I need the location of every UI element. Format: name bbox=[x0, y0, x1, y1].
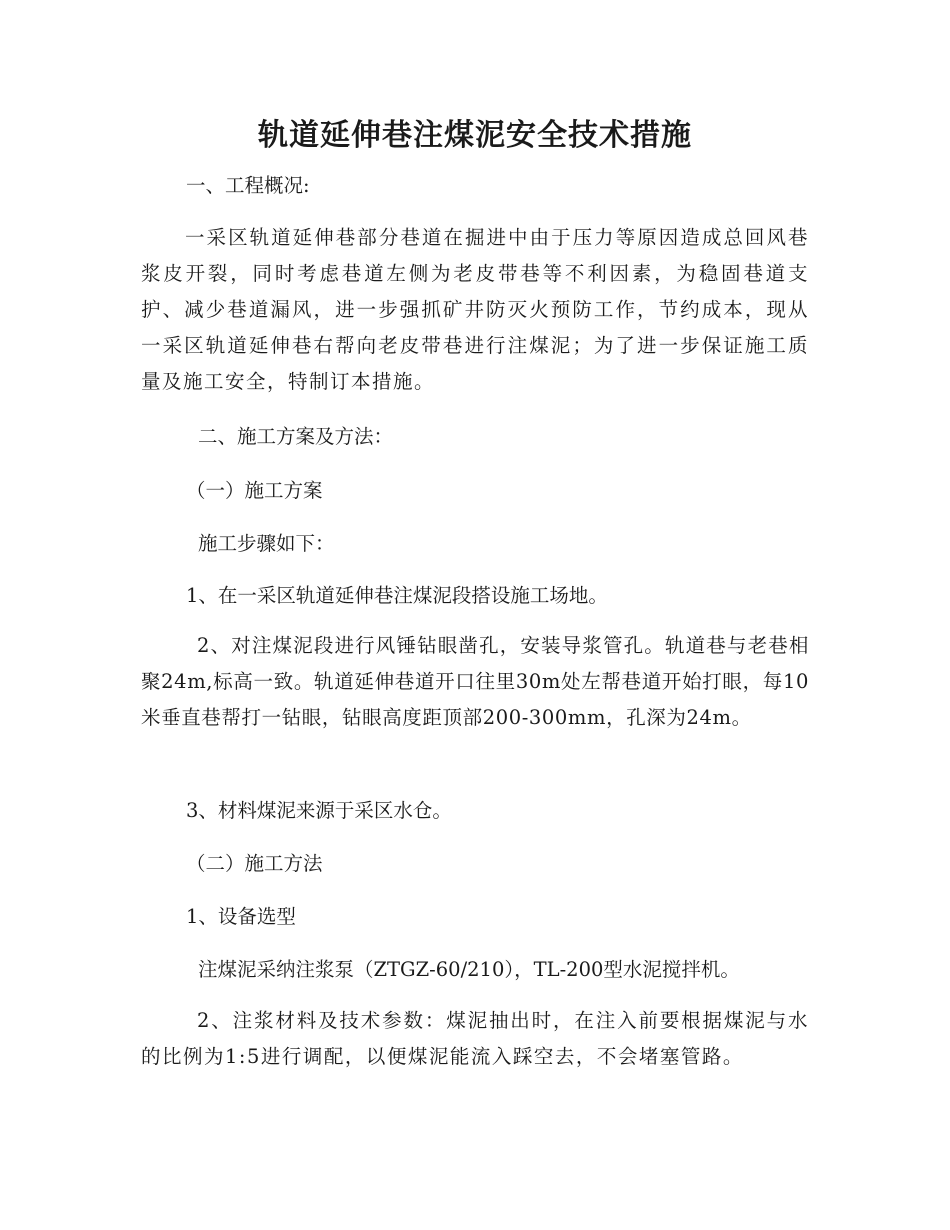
section1-paragraph: 一采区轨道延伸巷部分巷道在掘进中由于压力等原因造成总回风巷浆皮开裂，同时考虑巷道左侧为老皮带巷等不利因素，为稳固巷道支护、减少巷道漏风，进一步强抓矿井防灭火预防工作，节约成本，现从一采区轨道延伸巷右帮向老皮带巷进行注煤泥；为了进一步保证施工质量及施工安全，特制订本措施。 bbox=[141, 226, 809, 393]
section1-heading: 一、工程概况: bbox=[186, 174, 310, 197]
step-3: 3、材料煤泥来源于采区水仓。 bbox=[186, 799, 452, 822]
step-1: 1、在一采区轨道延伸巷注煤泥段搭设施工场地。 bbox=[186, 584, 608, 607]
section2-heading: 二、施工方案及方法： bbox=[198, 425, 394, 448]
document-title: 轨道延伸巷注煤泥安全技术措施 bbox=[258, 118, 692, 153]
method-1-body: 注煤泥采纳注浆泵（ZTGZ-60/210），TL-200型水泥搅拌机。 bbox=[198, 958, 740, 981]
subsection1-heading: （一）施工方案 bbox=[186, 479, 323, 502]
method-1-heading: 1、设备选型 bbox=[186, 905, 296, 928]
steps-intro: 施工步骤如下： bbox=[198, 532, 335, 555]
subsection2-heading: （二）施工方法 bbox=[186, 852, 323, 875]
step-2: 2、对注煤泥段进行风锤钻眼凿孔，安装导浆管孔。轨道巷与老巷相聚24m,标高一致。轨道延伸巷道开口往里30m处左帮巷道开始打眼，每10米垂直巷帮打一钻眼，钻眼高度距顶部200-300mm，孔深为24m。 bbox=[141, 634, 809, 729]
method-2-paragraph: 2、注浆材料及技术参数：煤泥抽出时，在注入前要根据煤泥与水的比例为1:5进行调配，以便煤泥能流入踩空去，不会堵塞管路。 bbox=[141, 1009, 809, 1068]
